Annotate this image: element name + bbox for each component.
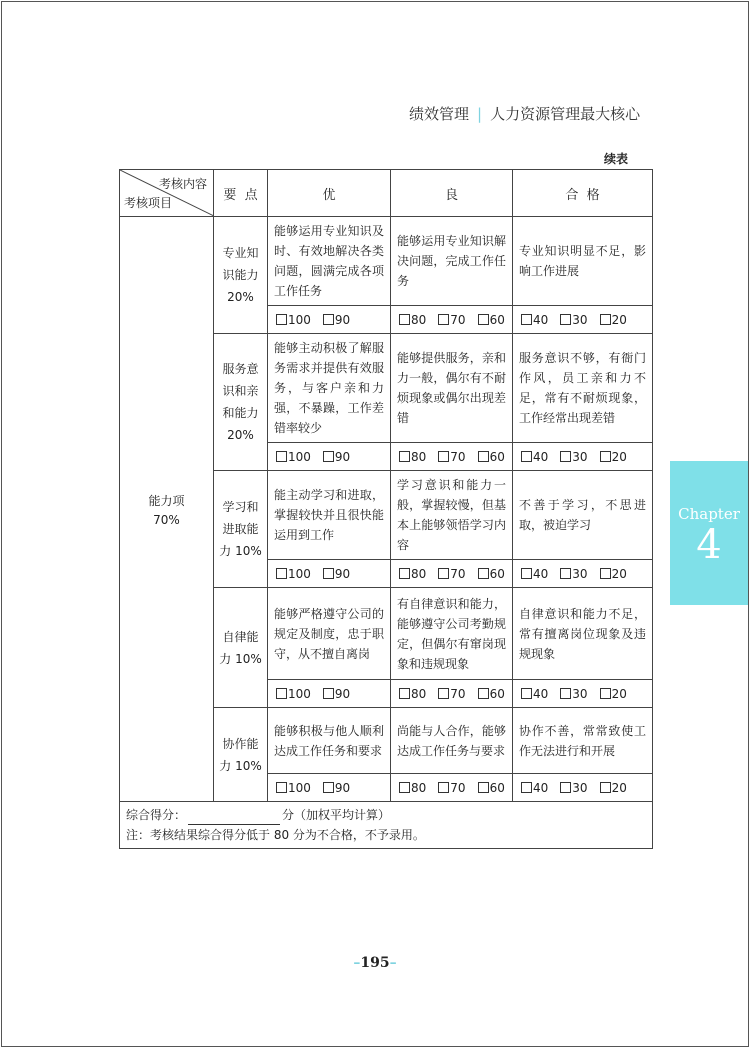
checkbox-icon[interactable] [276,451,287,462]
evaluation-table [119,169,653,849]
footer-row [120,802,653,849]
score-value: 20 [611,312,627,327]
score-value: 30 [572,780,588,795]
score-option[interactable] [560,781,587,795]
checkbox-icon[interactable] [478,782,489,793]
desc-excellent: 能够积极与他人顺利达成工作任务和要求 [268,708,391,774]
desc-pass: 自律意识和能力不足，常有擅离岗位现象及违规现象 [513,588,653,680]
corner-top-label: 考核内容 [158,177,207,191]
checkbox-icon[interactable] [276,782,287,793]
checkbox-icon[interactable] [478,688,489,699]
score-value: 90 [334,449,351,464]
score-option[interactable] [276,781,311,795]
item-cell [214,471,268,588]
score-option[interactable] [399,450,426,464]
score-value: 20 [611,686,627,701]
score-option[interactable] [560,313,587,327]
score-value: 80 [411,566,427,581]
score-cell-excellent [268,560,391,588]
checkbox-icon[interactable] [399,314,410,325]
checkbox-icon[interactable] [323,451,334,462]
score-option[interactable] [560,450,587,464]
category-cell [120,217,214,802]
score-value: 100 [288,686,311,701]
corner-cell [120,170,214,217]
score-option[interactable] [521,313,548,327]
header-separator: | [477,105,483,123]
desc-pass: 专业知识明显不足，影响工作进展 [513,217,653,306]
score-value: 90 [334,780,351,795]
item-line: 力 10% [219,651,262,666]
chapter-word: Chapter [678,505,740,523]
desc-excellent: 能够严格遵守公司的规定及制度，忠于职守，从不擅自离岗 [268,588,391,680]
corner-bottom-label: 考核项目 [124,196,173,210]
item-line: 力 10% [219,758,262,773]
item-line: 学习和 [222,500,259,514]
desc-excellent: 能够主动积极了解服务需求并提供有效服务，与客户亲和力强，不暴躁，工作差错率较少 [268,334,391,443]
checkbox-icon[interactable] [399,782,410,793]
score-option[interactable] [276,313,311,327]
item-cell [214,708,268,802]
total-score-line [126,805,646,825]
running-header [409,103,640,124]
checkbox-icon[interactable] [438,451,449,462]
desc-good: 有自律意识和能力，能够遵守公司考勤规定，但偶尔有窜岗现象和违规现象 [391,588,513,680]
checkbox-icon[interactable] [521,568,532,579]
item-line: 力 10% [219,544,262,558]
score-cell-good [391,774,513,802]
score-cell-pass [513,774,653,802]
checkbox-icon[interactable] [438,568,449,579]
desc-pass: 不善于学习，不思进取，被迫学习 [513,471,653,560]
score-option[interactable] [323,450,350,464]
score-option[interactable] [438,450,465,464]
score-value: 30 [572,449,588,464]
score-option[interactable] [521,567,548,581]
score-value: 60 [489,449,505,464]
score-option[interactable] [438,567,465,581]
score-option[interactable] [478,781,505,795]
score-option[interactable] [478,567,505,581]
score-value: 40 [533,449,549,464]
checkbox-icon[interactable] [323,568,334,579]
score-cell-good [391,560,513,588]
item-line: 专业知 [222,246,259,260]
checkbox-icon[interactable] [560,451,571,462]
checkbox-icon[interactable] [600,314,611,325]
score-option[interactable] [323,781,350,795]
item-line: 服务意 [222,362,259,376]
score-value: 70 [450,312,466,327]
header-excellent: 优 [268,170,391,217]
item-cell [214,588,268,708]
score-value: 70 [450,686,466,701]
header-pass: 合 格 [513,170,653,217]
score-value: 30 [572,312,588,327]
item-line: 识和亲 [222,384,259,398]
score-option[interactable] [438,687,465,701]
total-score-blank[interactable] [188,812,280,825]
criteria-row [120,217,653,306]
score-cell-good [391,306,513,334]
score-value: 60 [489,566,505,581]
score-option[interactable] [399,781,426,795]
desc-excellent: 能够运用专业知识及时、有效地解决各类问题，圆满完成各项工作任务 [268,217,391,306]
score-option[interactable] [600,450,627,464]
score-value: 30 [572,686,588,701]
score-value: 100 [288,566,311,581]
checkbox-icon[interactable] [600,688,611,699]
score-option[interactable] [276,450,311,464]
score-option[interactable] [323,567,350,581]
footer-note: 注：考核结果综合得分低于 80 分为不合格，不予录用。 [126,828,425,842]
checkbox-icon[interactable] [438,782,449,793]
footer-cell [120,802,653,849]
score-option[interactable] [399,313,426,327]
score-option[interactable] [521,781,548,795]
item-line: 进取能 [222,522,259,536]
checkbox-icon[interactable] [438,688,449,699]
score-value: 40 [533,312,549,327]
score-value: 80 [411,686,427,701]
header-points: 要 点 [214,170,268,217]
score-value: 100 [288,449,311,464]
score-option[interactable] [399,687,426,701]
checkbox-icon[interactable] [521,782,532,793]
score-value: 40 [533,686,549,701]
item-cell [214,334,268,471]
desc-pass: 服务意识不够，有衙门作风，员工亲和力不足，常有不耐烦现象，工作经常出现差错 [513,334,653,443]
checkbox-icon[interactable] [600,451,611,462]
score-value: 90 [334,566,351,581]
checkbox-icon[interactable] [276,568,287,579]
chapter-tab [670,461,748,605]
desc-excellent: 能主动学习和进取，掌握较快并且很快能运用到工作 [268,471,391,560]
score-option[interactable] [521,450,548,464]
checkbox-icon[interactable] [560,314,571,325]
score-option[interactable] [478,687,505,701]
score-value: 70 [450,780,466,795]
category-label: 能力项 [148,493,185,508]
score-value: 20 [611,449,627,464]
desc-good: 能够提供服务，亲和力一般，偶尔有不耐烦现象或偶尔出现差错 [391,334,513,443]
checkbox-icon[interactable] [323,782,334,793]
score-cell-pass [513,306,653,334]
score-option[interactable] [276,567,311,581]
checkbox-icon[interactable] [438,314,449,325]
score-option[interactable] [600,687,627,701]
score-value: 80 [411,780,427,795]
score-option[interactable] [560,567,587,581]
checkbox-icon[interactable] [560,568,571,579]
book-title: 绩效管理 [409,105,470,123]
score-cell-excellent [268,680,391,708]
desc-good: 尚能与人合作，能够达成工作任务与要求 [391,708,513,774]
score-option[interactable] [438,781,465,795]
score-option[interactable] [521,687,548,701]
desc-good: 能够运用专业知识解决问题，完成工作任务 [391,217,513,306]
score-value: 70 [450,449,466,464]
checkbox-icon[interactable] [478,568,489,579]
item-cell [214,217,268,334]
desc-good: 学习意识和能力一般，掌握较慢，但基本上能够领悟学习内容 [391,471,513,560]
score-value: 20 [611,780,627,795]
checkbox-icon[interactable] [560,782,571,793]
chapter-title: 人力资源管理最大核心 [490,105,641,123]
score-cell-good [391,680,513,708]
category-weight: 70% [153,512,180,527]
score-cell-good [391,443,513,471]
item-line: 协作能 [222,736,259,751]
score-option[interactable] [478,313,505,327]
score-value: 40 [533,566,549,581]
checkbox-icon[interactable] [478,451,489,462]
checkbox-icon[interactable] [399,451,410,462]
checkbox-icon[interactable] [478,314,489,325]
checkbox-icon[interactable] [399,688,410,699]
score-option[interactable] [276,687,311,701]
header-row [120,170,653,217]
score-option[interactable] [600,781,627,795]
score-value: 20 [611,566,627,581]
checkbox-icon[interactable] [323,314,334,325]
score-option[interactable] [323,313,350,327]
page-number: –195– [353,955,397,971]
score-cell-excellent [268,774,391,802]
checkbox-icon[interactable] [276,314,287,325]
score-value: 30 [572,566,588,581]
score-value: 60 [489,312,505,327]
item-line: 20% [227,290,254,304]
desc-pass: 协作不善，常常致使工作无法进行和开展 [513,708,653,774]
score-value: 60 [489,686,505,701]
checkbox-icon[interactable] [399,568,410,579]
score-option[interactable] [323,687,350,701]
checkbox-icon[interactable] [521,314,532,325]
chapter-number: 4 [696,522,722,568]
item-line: 自律能 [222,629,259,644]
checkbox-icon[interactable] [521,451,532,462]
score-cell-pass [513,680,653,708]
score-value: 40 [533,780,549,795]
score-cell-pass [513,443,653,471]
checkbox-icon[interactable] [600,782,611,793]
score-option[interactable] [438,313,465,327]
score-option[interactable] [600,313,627,327]
score-cell-pass [513,560,653,588]
item-line: 20% [227,428,254,442]
score-value: 80 [411,449,427,464]
score-cell-excellent [268,306,391,334]
score-option[interactable] [478,450,505,464]
score-option[interactable] [600,567,627,581]
checkbox-icon[interactable] [600,568,611,579]
score-option[interactable] [399,567,426,581]
total-label: 综合得分： [126,808,187,822]
score-option[interactable] [560,687,587,701]
checkbox-icon[interactable] [276,688,287,699]
total-suffix: 分（加权平均计算） [282,808,391,822]
continued-label: 续表 [604,152,629,166]
item-line: 和能力 [222,406,259,420]
checkbox-icon[interactable] [560,688,571,699]
score-cell-excellent [268,443,391,471]
item-line: 识能力 [222,268,259,282]
checkbox-icon[interactable] [521,688,532,699]
score-value: 70 [450,566,466,581]
score-value: 80 [411,312,427,327]
score-value: 60 [489,780,505,795]
checkbox-icon[interactable] [323,688,334,699]
score-value: 90 [334,686,351,701]
score-value: 90 [334,312,351,327]
header-good: 良 [391,170,513,217]
score-value: 100 [288,312,311,327]
score-value: 100 [288,780,311,795]
